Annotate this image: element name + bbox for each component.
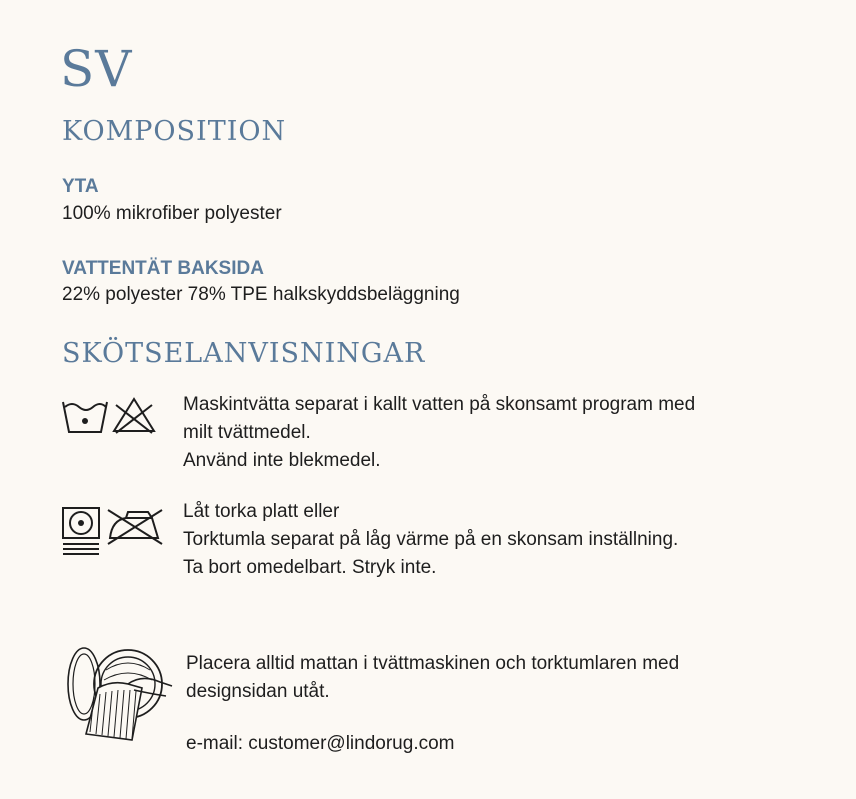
language-code: SV [60,40,133,98]
wash-30-icon [60,396,110,436]
placement-line-1: Placera alltid mattan i tvättmaskinen och torktumlaren med [186,653,680,674]
surface-label: YTA [62,176,99,197]
wash-line-1: Maskintvätta separat i kallt vatten på skonsamt program med [183,394,696,415]
dry-line-1: Låt torka platt eller [183,501,340,522]
composition-heading: KOMPOSITION [62,116,287,147]
placement-line-2: designsidan utåt. [186,681,330,702]
washing-machine-rug-icon [62,644,174,742]
surface-value: 100% mikrofiber polyester [62,203,282,224]
wash-line-2: milt tvättmedel. [183,422,311,443]
no-bleach-icon [110,393,158,437]
wash-line-3: Använd inte blekmedel. [183,450,381,471]
contact-email-link[interactable]: e-mail: customer@lindorug.com [186,733,455,754]
dry-line-2: Torktumla separat på låg värme på en skonsam inställning. [183,529,679,550]
no-iron-icon [104,506,164,546]
care-heading: SKÖTSELANVISNINGAR [62,338,426,369]
dry-line-3: Ta bort omedelbart. Stryk inte. [183,557,437,578]
backing-label: VATTENTÄT BAKSIDA [62,258,264,279]
backing-value: 22% polyester 78% TPE halkskyddsbeläggning [62,284,460,305]
tumble-dry-low-flat-icon [60,505,102,555]
